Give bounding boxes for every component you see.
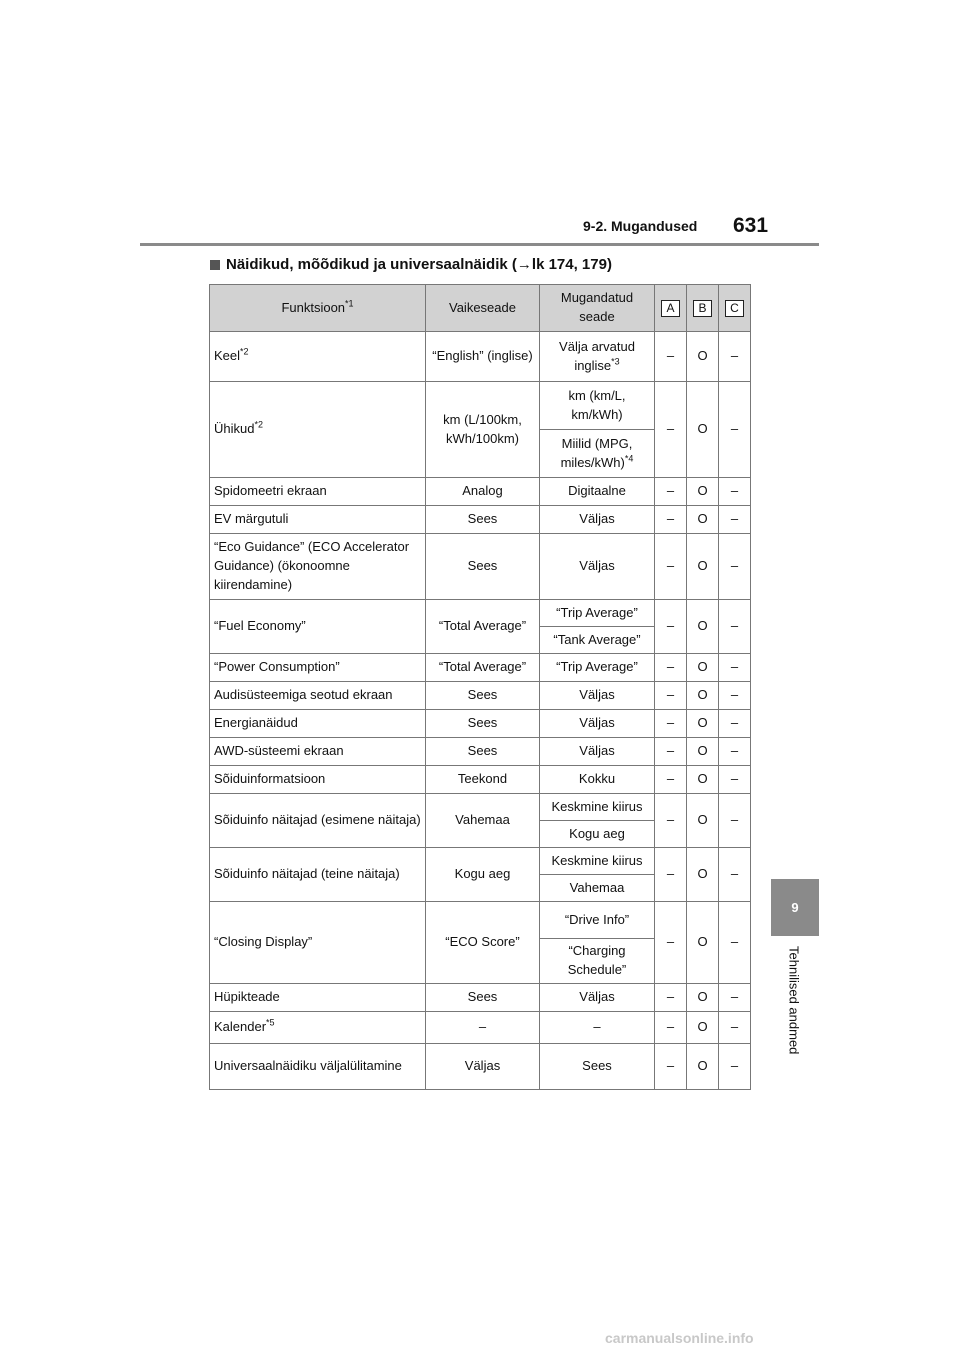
cell-custom: “Trip Average” [540,654,655,682]
cell-custom: Väljas [540,983,655,1011]
table-row [210,382,751,430]
table-row [210,983,751,1011]
chapter-tab [771,879,819,936]
cell-b: O [687,1011,719,1043]
cell-a: – [655,506,687,534]
cell-custom: Keskmine kiirus [540,794,655,821]
cell-a: – [655,682,687,710]
cell-c: – [719,654,751,682]
cell-a: – [655,848,687,902]
square-bullet-icon [210,260,220,270]
cell-default: – [426,1011,540,1043]
section-title-text: Näidikud, mõõdikud ja universaalnäidik (→lk 174, 179) [226,256,612,273]
cell-function: Kalender$^{*5}$ [210,1011,426,1043]
cell-default: Sees [426,710,540,738]
cell-default: Sees [426,738,540,766]
table-row [210,902,751,939]
cell-a: – [655,794,687,848]
cell-custom: km (km/L, km/kWh) [540,382,655,430]
cell-function: Keel$^{*2}$ [210,332,426,382]
chapter-label [782,946,806,1086]
cell-default: Vahemaa [426,794,540,848]
cell-a: – [655,600,687,654]
cell-c: – [719,710,751,738]
cell-custom: – [540,1011,655,1043]
cell-c: – [719,794,751,848]
cell-b: O [687,766,719,794]
cell-custom: Väljas [540,534,655,600]
cell-custom: Vahemaa [540,875,655,902]
header-default: Vaikeseade [426,285,540,332]
cell-function: Energianäidud [210,710,426,738]
cell-b: O [687,983,719,1011]
cell-a: – [655,382,687,478]
cell-default: km (L/100km, kWh/100km) [426,382,540,478]
table-row [210,600,751,627]
cell-c: – [719,332,751,382]
cell-default: “Total Average” [426,600,540,654]
table-header-row [210,285,751,332]
cell-function: “Fuel Economy” [210,600,426,654]
header-c: C [719,285,751,332]
cell-function: “Closing Display” [210,902,426,984]
table-row [210,682,751,710]
cell-default: Sees [426,534,540,600]
cell-c: – [719,1011,751,1043]
cell-custom: Kokku [540,766,655,794]
cell-b: O [687,382,719,478]
cell-c: – [719,506,751,534]
cell-c: – [719,478,751,506]
cell-b: O [687,794,719,848]
cell-b: O [687,654,719,682]
cell-custom: Miilid (MPG, miles/kWh)$^{*4}$ [540,430,655,478]
header-rule [140,243,819,246]
table-row [210,794,751,821]
table-row [210,766,751,794]
cell-c: – [719,1043,751,1089]
cell-default: Väljas [426,1043,540,1089]
cell-custom: Väljas [540,710,655,738]
cell-a: – [655,710,687,738]
header-function: Funktsioon$^{*1}$ [210,285,426,332]
section-title [210,256,612,273]
cell-function: Spidomeetri ekraan [210,478,426,506]
cell-c: – [719,534,751,600]
cell-custom: “Charging Schedule” [540,939,655,984]
cell-c: – [719,682,751,710]
cell-function: Hüpikteade [210,983,426,1011]
table-row [210,1011,751,1043]
cell-a: – [655,332,687,382]
table-row [210,478,751,506]
page-number: 631 [733,214,769,237]
cell-b: O [687,600,719,654]
cell-a: – [655,738,687,766]
cell-c: – [719,382,751,478]
cell-custom: Keskmine kiirus [540,848,655,875]
table-row [210,534,751,600]
cell-custom: Väljas [540,738,655,766]
cell-custom: “Trip Average” [540,600,655,627]
table-row [210,738,751,766]
cell-b: O [687,506,719,534]
cell-default: Analog [426,478,540,506]
cell-a: – [655,534,687,600]
cell-a: – [655,478,687,506]
cell-b: O [687,1043,719,1089]
cell-default: “English” (inglise) [426,332,540,382]
cell-b: O [687,332,719,382]
cell-custom: Välja arvatud inglise$^{*3}$ [540,332,655,382]
cell-a: – [655,1043,687,1089]
cell-b: O [687,478,719,506]
cell-c: – [719,983,751,1011]
cell-function: Universaalnäidiku väljalülitamine [210,1043,426,1089]
cell-c: – [719,766,751,794]
cell-custom: Väljas [540,682,655,710]
cell-function: “Eco Guidance” (ECO Accelerator Guidance) (ökonoomne kiirendamine) [210,534,426,600]
cell-default: Sees [426,983,540,1011]
cell-function: Sõiduinfo näitajad (teine näitaja) [210,848,426,902]
chapter-label-text: Tehnilised andmed [786,946,802,1055]
cell-function: Sõiduinfo näitajad (esimene näitaja) [210,794,426,848]
cell-function: Audisüsteemiga seotud ekraan [210,682,426,710]
cell-b: O [687,902,719,984]
header-b: B [687,285,719,332]
table-row [210,506,751,534]
cell-custom: Väljas [540,506,655,534]
table-row [210,332,751,382]
cell-a: – [655,654,687,682]
cell-default: Teekond [426,766,540,794]
cell-a: – [655,902,687,984]
table-row [210,654,751,682]
cell-b: O [687,848,719,902]
cell-default: Kogu aeg [426,848,540,902]
cell-custom: “Tank Average” [540,627,655,654]
cell-a: – [655,766,687,794]
cell-default: “ECO Score” [426,902,540,984]
cell-custom: Sees [540,1043,655,1089]
cell-function: EV märgutuli [210,506,426,534]
section-header: 9-2. Mugandused [583,218,698,234]
header-a: A [655,285,687,332]
table-row [210,710,751,738]
cell-default: Sees [426,506,540,534]
cell-function: Sõiduinformatsioon [210,766,426,794]
cell-default: “Total Average” [426,654,540,682]
cell-b: O [687,534,719,600]
settings-table [209,284,751,1090]
cell-custom: Kogu aeg [540,821,655,848]
cell-function: Ühikud$^{*2}$ [210,382,426,478]
cell-b: O [687,738,719,766]
header-custom: Mugandatud seade [540,285,655,332]
table-row [210,848,751,875]
cell-default: Sees [426,682,540,710]
cell-function: AWD-süsteemi ekraan [210,738,426,766]
cell-c: – [719,738,751,766]
chapter-number: 9 [791,900,799,915]
cell-b: O [687,710,719,738]
cell-a: – [655,983,687,1011]
watermark: carmanualsonline.info [605,1330,754,1346]
cell-custom: “Drive Info” [540,902,655,939]
cell-c: – [719,600,751,654]
cell-c: – [719,848,751,902]
cell-a: – [655,1011,687,1043]
table-row [210,1043,751,1089]
cell-function: “Power Consumption” [210,654,426,682]
cell-custom: Digitaalne [540,478,655,506]
cell-c: – [719,902,751,984]
cell-b: O [687,682,719,710]
